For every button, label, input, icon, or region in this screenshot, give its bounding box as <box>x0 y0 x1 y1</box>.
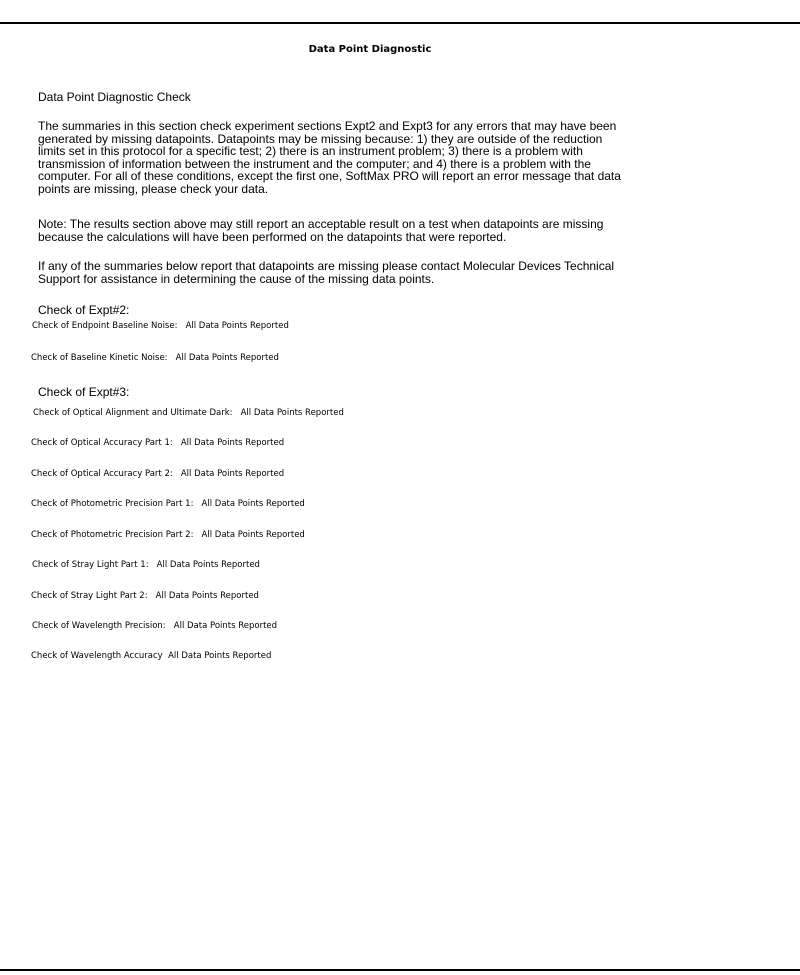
top-rule <box>0 22 800 24</box>
expt3-heading: Check of Expt#3: <box>38 385 130 399</box>
check-wavelength-accuracy: Check of Wavelength Accuracy All Data Points Reported <box>31 651 272 661</box>
note-paragraph: Note: The results section above may still report an acceptable result on a test when datapoints are missing because the calculations will have been performed on the datapoints that were reported. <box>38 217 604 244</box>
intro-paragraph: The summaries in this section check experiment sections Expt2 and Expt3 for any errors that may have been generated by missing datapoints. Datapoints may be missing because: 1) they are outside of the reduction limits set in this protocol for a specific test; 2) there is an instrument problem; 3) there is a problem with transmission of information between the instrument and the computer; and 4) there is a problem with the computer. For all of these conditions, except the first one, SoftMax PRO will report an error message that data points are missing, please check your data. <box>38 119 621 196</box>
check-wavelength-precision: Check of Wavelength Precision: All Data Points Reported <box>32 621 278 631</box>
check-optical-alignment: Check of Optical Alignment and Ultimate Dark: All Data Points Reported <box>33 408 344 418</box>
page-title: Data Point Diagnostic <box>308 44 432 55</box>
check-stray-light-2: Check of Stray Light Part 2: All Data Points Reported <box>31 591 259 601</box>
check-optical-accuracy-1: Check of Optical Accuracy Part 1: All Data Points Reported <box>31 438 285 448</box>
check-photometric-precision-2: Check of Photometric Precision Part 2: All Data Points Reported <box>31 530 305 540</box>
check-baseline-kinetic-noise: Check of Baseline Kinetic Noise: All Data Points Reported <box>31 353 279 363</box>
bottom-rule <box>0 969 800 971</box>
check-optical-accuracy-2: Check of Optical Accuracy Part 2: All Data Points Reported <box>31 469 285 479</box>
section-heading: Data Point Diagnostic Check <box>38 90 191 104</box>
check-stray-light-1: Check of Stray Light Part 1: All Data Points Reported <box>32 560 260 570</box>
expt2-heading: Check of Expt#2: <box>38 303 130 317</box>
contact-paragraph: If any of the summaries below report that datapoints are missing please contact Molecular Devices Technical Support for assistance in determining the cause of the missing data points. <box>38 259 615 286</box>
check-endpoint-baseline-noise: Check of Endpoint Baseline Noise: All Data Points Reported <box>32 321 289 331</box>
check-photometric-precision-1: Check of Photometric Precision Part 1: All Data Points Reported <box>31 499 305 509</box>
